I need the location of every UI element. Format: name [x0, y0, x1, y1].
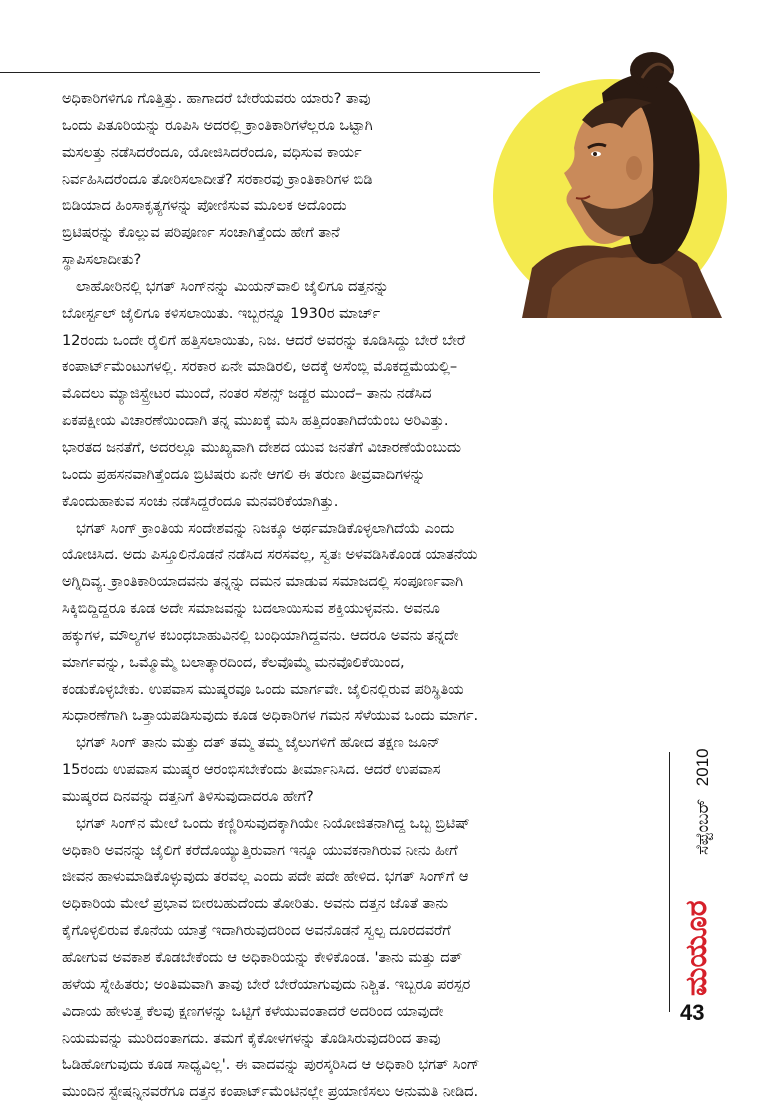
text-line: ಬಿಡಿಯಾದ ಹಿಂಸಾಕೃತ್ಯಗಳನ್ನು ಪೋಣಿಸುವ ಮೂಲಕ ಅದೊಂದು: [62, 197, 347, 215]
text-line: ಬೋರ್ಸ್ಟಲ್ ಜೈಲಿಗೂ ಕಳಿಸಲಾಯಿತು. ಇಬ್ಬರನ್ನೂ 1930ರ ಮಾರ್ಚ್: [62, 304, 381, 322]
text-line: ಅಧಿಕಾರಿ ಅವನನ್ನು ಜೈಲಿಗೆ ಕರೆದೊಯ್ಯುತ್ತಿರುವಾಗ ಇನ್ನೂ ಯುವಕನಾಗಿರುವ ನೀನು ಹೀಗೆ: [62, 841, 458, 859]
text-line: ಕಂಪಾರ್ಟ್‌ಮೆಂಟುಗಳಲ್ಲಿ. ಸರಕಾರ ಏನೇ ಮಾಡಿರಲಿ, ಅದಕ್ಕೆ ಅಸೆಂಬ್ಲಿ ಮೊಕದ್ದಮೆಯಲ್ಲಿ–: [62, 358, 458, 376]
sidebar-divider: [669, 752, 670, 1012]
text-line: ಮುಷ್ಕರದ ದಿನವನ್ನು ದತ್ತನಿಗೆ ತಿಳಿಸುವುದಾದರೂ ಹೇಗೆ?: [62, 787, 314, 805]
text-line: ವಿದಾಯ ಹೇಳುತ್ತ ಕೆಲವು ಕ್ಷಣಗಳನ್ನು ಒಟ್ಟಿಗೆ ಕಳೆಯುವಂತಾದರೆ ಅದರಿಂದ ಯಾವುದೇ: [62, 1002, 444, 1020]
text-line: ನಿಯಮವನ್ನು ಮುರಿದಂತಾಗದು. ತಮಗೆ ಕೈಕೋಳಗಳನ್ನು ತೊಡಿಸಿರುವುದರಿಂದ ತಾವು: [62, 1029, 441, 1047]
text-line: ಬ್ರಿಟಿಷರನ್ನು ಕೊಲ್ಲುವ ಪರಿಪೂರ್ಣ ಸಂಚಾಗಿತ್ತೆಂದು ಹೇಗೆ ತಾನೆ: [62, 224, 340, 242]
text-line: ಓಡಿಹೋಗುವುದು ಕೂಡ ಸಾಧ್ಯವಿಲ್ಲ'. ಈ ವಾದವನ್ನು ಪುರಸ್ಕರಿಸಿದ ಆ ಅಧಿಕಾರಿ ಭಗತ್ ಸಿಂಗ್: [62, 1056, 480, 1074]
text-line: ಒಂದು ಪ್ರಹಸನವಾಗಿತ್ತೆಂದೂ ಬ್ರಿಟಿಷರು ಏನೇ ಆಗಲಿ ಈ ತರುಣ ತೀವ್ರವಾದಿಗಳನ್ನು: [62, 465, 426, 483]
text-line: ನಿರ್ವಹಿಸಿದರೆಂದೂ ತೋರಿಸಲಾದೀತೆ? ಸರಕಾರವು ಕ್ರಾಂತಿಕಾರಿಗಳ ಬಿಡಿ: [62, 170, 373, 188]
text-line: ಭಾರತದ ಜನತೆಗೆ, ಅದರಲ್ಲೂ ಮುಖ್ಯವಾಗಿ ದೇಶದ ಯುವ ಜನತೆಗೆ ವಿಚಾರಣೆಯೆಂಬುದು: [62, 438, 461, 456]
text-line: ಭಗತ್ ಸಿಂಗ್‌ನ ಮೇಲೆ ಒಂದು ಕಣ್ಣಿರಿಸುವುದಕ್ಕಾಗಿಯೇ ನಿಯೋಜಿತನಾಗಿದ್ದ ಒಬ್ಬ ಬ್ರಿಟಿಷ್: [76, 814, 470, 832]
text-line: ಮುಂದಿನ ಸ್ಟೇಷನ್ನಿನವರೆಗೂ ದತ್ತನ ಕಂಪಾರ್ಟ್‌ಮೆಂಟಿನಲ್ಲೇ ಪ್ರಯಾಣಿಸಲು ಅನುಮತಿ ನೀಡಿದ.: [62, 1083, 479, 1101]
text-line: ಅಗ್ನಿದಿವ್ಯ. ಕ್ರಾಂತಿಕಾರಿಯಾದವನು ತನ್ನನ್ನು ದಮನ ಮಾಡುವ ಸಮಾಜದಲ್ಲಿ ಸಂಪೂರ್ಣವಾಗಿ: [62, 573, 464, 591]
text-line: ಏಕಪಕ್ಷೀಯ ವಿಚಾರಣೆಯಿಂದಾಗಿ ತನ್ನ ಮುಖಕ್ಕೆ ಮಸಿ ಹತ್ತಿದಂತಾಗಿದೆಯೆಂಬ ಅರಿವಿತ್ತು.: [62, 412, 449, 430]
top-rule: [0, 72, 540, 73]
text-line: ಒಂದು ಪಿತೂರಿಯನ್ನು ರೂಪಿಸಿ ಅದರಲ್ಲಿ ಕ್ರಾಂತಿಕಾರಿಗಳೆಲ್ಲರೂ ಒಟ್ಟಾಗಿ: [62, 116, 373, 134]
text-line: ಕೊಂದುಹಾಕುವ ಸಂಚು ನಡೆಸಿದ್ದರೆಂದೂ ಮನವರಿಕೆಯಾಗಿತ್ತು.: [62, 492, 339, 510]
text-line: ಮೊದಲು ಮ್ಯಾಜಿಸ್ಟ್ರೇಟರ ಮುಂದೆ, ನಂತರ ಸೆಶನ್ಸ್ ಜಡ್ಜರ ಮುಂದೆ– ತಾನು ನಡೆಸಿದ: [62, 385, 432, 403]
text-line: ಭಗತ್ ಸಿಂಗ್ ತಾನು ಮತ್ತು ದತ್ ತಮ್ಮ ತಮ್ಮ ಜೈಲುಗಳಿಗೆ ಹೋದ ತಕ್ಷಣ ಜೂನ್: [76, 734, 441, 752]
magazine-name: ಮಯೂರ: [679, 900, 714, 996]
text-line: 15ರಂದು ಉಪವಾಸ ಮುಷ್ಕರ ಆರಂಭಿಸಬೇಕೆಂದು ತೀರ್ಮಾನಿಸಿದ. ಆದರೆ ಉಪವಾಸ: [62, 761, 441, 779]
text-line: ಹಕ್ಕುಗಳ, ಮೌಲ್ಯಗಳ ಕಬಂಧಬಾಹುವಿನಲ್ಲಿ ಬಂಧಿಯಾಗಿದ್ದವನು. ಆದರೂ ಅವನು ತನ್ನದೇ: [62, 626, 459, 644]
text-line: ಹೋಗುವ ಅವಕಾಶ ಕೊಡಬೇಕೆಂದು ಆ ಅಧಿಕಾರಿಯನ್ನು ಕೇಳಿಕೊಂಡ. 'ತಾನು ಮತ್ತು ದತ್: [62, 949, 462, 966]
page-number: 43: [680, 1000, 705, 1025]
text-line: ಯೋಚಿಸಿದ. ಅದು ಪಿಸ್ತೂಲಿನೊಡನೆ ನಡೆಸಿದ ಸರಸವಲ್ಲ, ಸ್ವತಃ ಅಳವಡಿಸಿಕೊಂಡ ಯಾತನೆಯ: [62, 546, 478, 564]
issue-year: 2010: [693, 748, 712, 787]
text-line: ಹಳೆಯ ಸ್ನೇಹಿತರು; ಅಂತಿಮವಾಗಿ ತಾವು ಬೇರೆ ಬೇರೆಯಾಗುವುದು ನಿಶ್ಚಿತ. ಇಬ್ಬರೂ ಪರಸ್ಪರ: [62, 975, 471, 993]
magazine-logo: [676, 893, 714, 998]
issue-month: ಸೆಪ್ಟೆಂಬರ್: [693, 798, 712, 855]
text-line: ಸುಧಾರಣೆಗಾಗಿ ಒತ್ತಾಯಪಡಿಸುವುದು ಕೂಡ ಅಧಿಕಾರಿಗಳ ಗಮನ ಸೆಳೆಯುವ ಒಂದು ಮಾರ್ಗ.: [62, 707, 479, 725]
article-body: [62, 86, 614, 1106]
text-line: ಮಸಲತ್ತು ನಡೆಸಿದರೆಂದೂ, ಯೋಜಿಸಿದರೆಂದೂ, ವಧಿಸುವ ಕಾರ್ಯ: [62, 143, 362, 161]
text-line: ಕೈಗೊಳ್ಳಲಿರುವ ಕೊನೆಯ ಯಾತ್ರೆ ಇದಾಗಿರುವುದರಿಂದ ಅವನೊಡನೆ ಸ್ವಲ್ಪ ದೂರದವರೆಗೆ: [62, 922, 451, 940]
text-line: ಅಧಿಕಾರಿಗಳಿಗೂ ಗೊತ್ತಿತ್ತು. ಹಾಗಾದರೆ ಬೇರೆಯವರು ಯಾರು? ತಾವು: [62, 90, 371, 107]
text-line: 12ರಂದು ಒಂದೇ ರೈಲಿಗೆ ಹತ್ತಿಸಲಾಯಿತು, ನಿಜ. ಆದರೆ ಅವರನ್ನು ಕೂಡಿಸಿದ್ದು ಬೇರೆ ಬೇರೆ: [62, 331, 466, 349]
text-line: ಲಾಹೋರಿನಲ್ಲಿ ಭಗತ್ ಸಿಂಗ್‌ನನ್ನು ಮಿಯನ್‌ವಾಲಿ ಜೈಲಿಗೂ ದತ್ತನನ್ನು: [76, 277, 389, 295]
text-line: ಅಧಿಕಾರಿಯ ಮೇಲೆ ಪ್ರಭಾವ ಬೀರಬಹುದೆಂದು ತೋರಿತು. ಅವನು ದತ್ತನ ಜೊತೆ ತಾನು: [62, 895, 448, 913]
text-line: ಜೀವನ ಹಾಳುಮಾಡಿಕೊಳ್ಳುವುದು ತರವಲ್ಲ ಎಂದು ಪದೇ ಪದೇ ಹೇಳಿದ. ಭಗತ್ ಸಿಂಗ್‌ಗೆ ಆ: [62, 868, 469, 886]
text-line: ಮಾರ್ಗವನ್ನು, ಒಮ್ಮೊಮ್ಮೆ ಬಲಾತ್ಕಾರದಿಂದ, ಕೆಲವೊಮ್ಮೆ ಮನವೊಲಿಕೆಯಿಂದ,: [62, 653, 405, 671]
text-line: ಸಿಕ್ಕಿಬಿದ್ದಿದ್ದರೂ ಕೂಡ ಅದೇ ಸಮಾಜವನ್ನು ಬದಲಾಯಿಸುವ ಶಕ್ತಿಯುಳ್ಳವನು. ಅವನೂ: [62, 600, 440, 618]
text-line: ಭಗತ್ ಸಿಂಗ್ ಕ್ರಾಂತಿಯ ಸಂದೇಶವನ್ನು ನಿಜಕ್ಕೂ ಅರ್ಥಮಾಡಿಕೊಳ್ಳಲಾಗಿದೆಯೆ ಎಂದು: [76, 519, 455, 537]
text-line: ಸ್ಥಾಪಿಸಲಾದೀತು?: [62, 251, 142, 269]
text-line: ಕಂಡುಕೊಳ್ಳಬೇಕು. ಉಪವಾಸ ಮುಷ್ಕರವೂ ಒಂದು ಮಾರ್ಗವೇ. ಜೈಲಿನಲ್ಲಿರುವ ಪರಿಸ್ಥಿತಿಯ: [62, 680, 464, 698]
